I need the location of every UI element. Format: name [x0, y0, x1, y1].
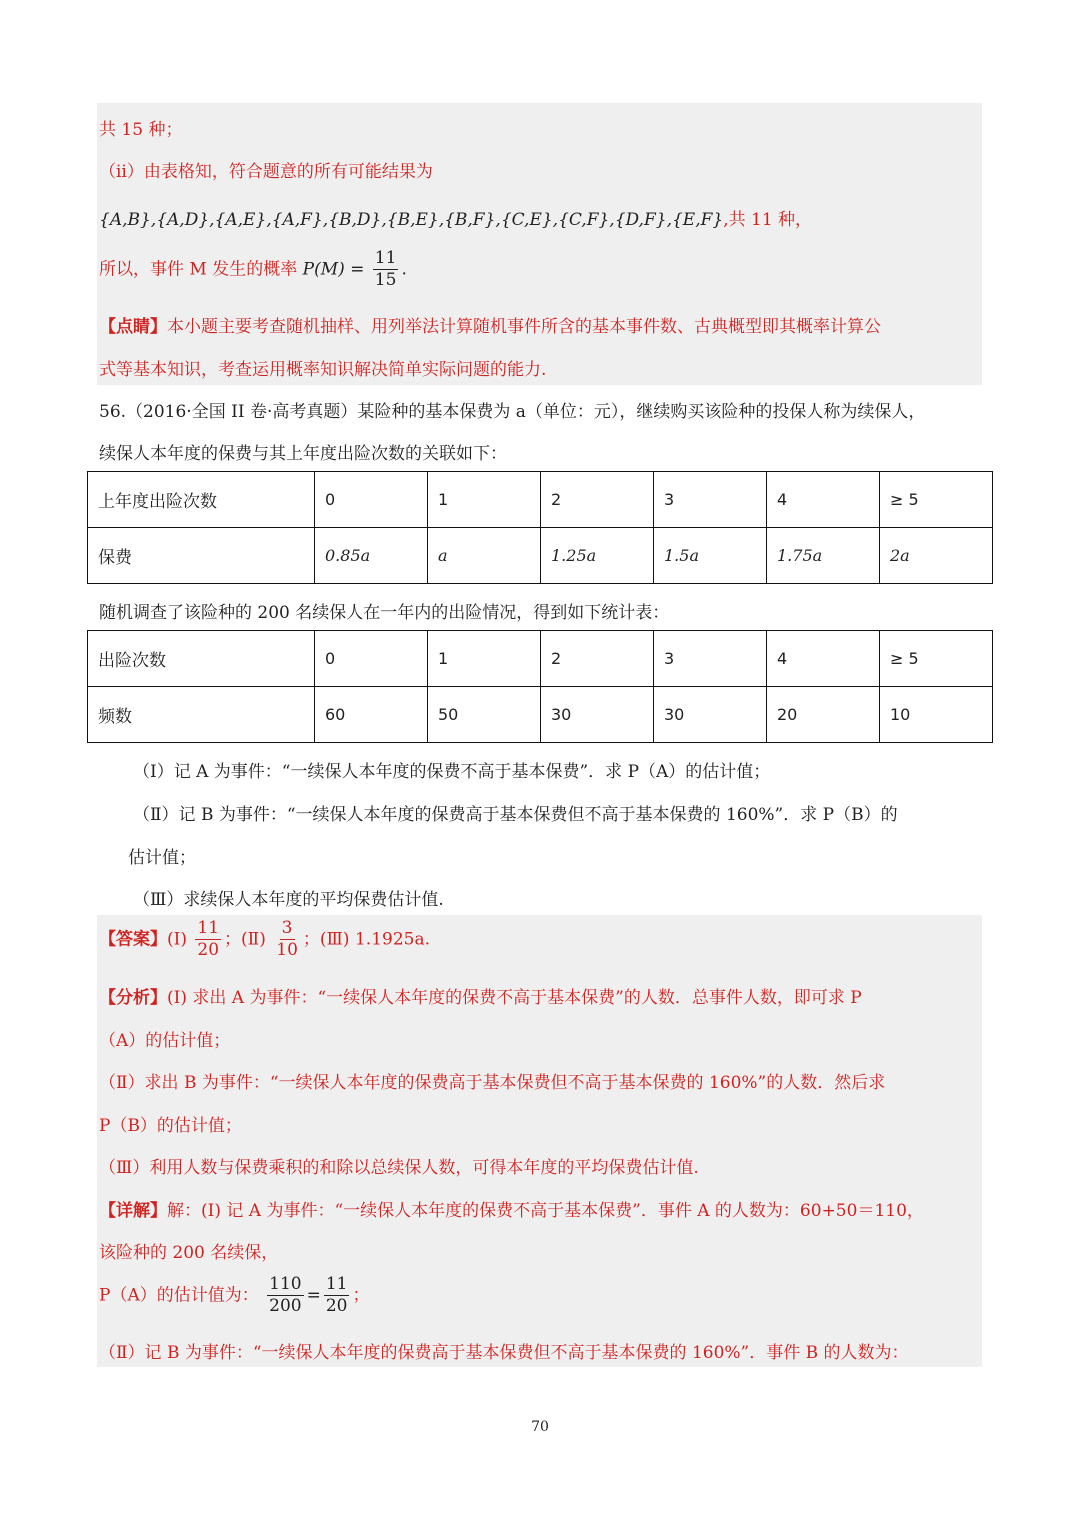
question-part-2a: （Ⅱ）记 B 为事件：“一续保人本年度的保费高于基本保费但不高于基本保费的 160%”．求 P（B）的 [133, 805, 898, 825]
table-cell: 4 [767, 472, 880, 528]
fraction-numerator: 3 [281, 918, 293, 938]
table-cell: 出险次数 [88, 631, 315, 687]
analysis-line-4: P（B）的估计值； [99, 1116, 242, 1136]
comment-line-1 [99, 312, 881, 337]
analysis-text-1: (Ⅰ) 求出 A 为事件：“一续保人本年度的保费不高于基本保费”的人数．总事件人数，即可求 P [167, 988, 862, 1008]
table-row [88, 631, 993, 687]
fraction-numerator: 110 [269, 1274, 302, 1294]
table-cell: 60 [315, 687, 428, 743]
table-cell: 30 [654, 687, 767, 743]
table-cell: 0 [315, 472, 428, 528]
table-cell: 2a [880, 528, 993, 584]
table-cell: 上年度出险次数 [88, 472, 315, 528]
analysis-tag: 【分析】 [99, 988, 167, 1008]
detail-estimate-prefix: P（A）的估计值为： [99, 1285, 259, 1306]
outcome-sets: {A,B},{A,D},{A,E},{A,F},{B,D},{B,E},{B,F},{C,E},{C,F},{D,F},{E,F} [99, 210, 724, 230]
analysis-line-3: （Ⅱ）求出 B 为事件：“一续保人本年度的保费高于基本保费但不高于基本保费的 160%”的人数．然后求 [99, 1073, 886, 1093]
fraction-numerator: 11 [325, 1274, 348, 1294]
table-cell: 1.25a [541, 528, 654, 584]
outcome-sets-line [99, 205, 812, 230]
fraction-numerator: 11 [374, 248, 397, 268]
fraction-denominator: 20 [325, 1295, 348, 1316]
detail-semicolon: ； [352, 1285, 370, 1306]
table-cell: 10 [880, 687, 993, 743]
table-cell: 30 [541, 687, 654, 743]
answer-fraction-1 [195, 920, 221, 960]
comment-tag: 【点睛】 [99, 317, 167, 337]
question-part-1: （I）记 A 为事件：“一续保人本年度的保费不高于基本保费”．求 P（A）的估计值； [133, 762, 771, 782]
answer-tag: 【答案】 [99, 929, 167, 950]
question-part-2b: 估计值； [128, 848, 196, 868]
probability-fraction [373, 250, 399, 290]
table-cell: 4 [767, 631, 880, 687]
table-cell: 频数 [88, 687, 315, 743]
premium-table [87, 471, 993, 584]
fraction-numerator: 11 [197, 918, 220, 938]
question-line-1: 56.（2016·全国 II 卷·高考真题）某险种的基本保费为 a（单位：元），继续购买该险种的投保人称为续保人， [99, 402, 926, 422]
table-cell: 1.5a [654, 528, 767, 584]
probability-expr: P(M) = [302, 259, 365, 280]
table-row [88, 528, 993, 584]
comment-line-2: 式等基本知识，考查运用概率知识解决简单实际问题的能力. [99, 360, 547, 380]
table-cell: ≥ 5 [880, 472, 993, 528]
answer-part-1: (Ⅰ) [167, 929, 187, 950]
table-cell: 保费 [88, 528, 315, 584]
table-cell: 1 [428, 472, 541, 528]
table-row [88, 687, 993, 743]
detail-line-1 [99, 1196, 924, 1221]
probability-line [99, 250, 407, 290]
question-line-2: 续保人本年度的保费与其上年度出险次数的关联如下： [99, 444, 507, 464]
fraction-denominator: 20 [197, 939, 220, 960]
detail-fraction-a [267, 1276, 303, 1316]
answer-part-2: ；(Ⅱ) [224, 929, 266, 950]
table-cell: 3 [654, 631, 767, 687]
analysis-line-1 [99, 983, 862, 1008]
detail-line-2: 该险种的 200 名续保， [99, 1243, 279, 1263]
solution-block-top [97, 103, 982, 385]
table-cell: 50 [428, 687, 541, 743]
table-cell: 3 [654, 472, 767, 528]
fraction-denominator: 10 [276, 939, 298, 960]
table-cell: ≥ 5 [880, 631, 993, 687]
fraction-denominator: 200 [269, 1295, 302, 1316]
table-cell: 2 [541, 472, 654, 528]
count-line: 共 15 种； [99, 120, 183, 140]
equals-sign: = [306, 1285, 321, 1306]
analysis-line-2: （A）的估计值； [99, 1031, 231, 1051]
answer-fraction-2 [274, 920, 300, 960]
question-line-3: 随机调查了该险种的 200 名续保人在一年内的出险情况，得到如下统计表： [99, 603, 670, 623]
detail-tag: 【详解】 [99, 1201, 167, 1221]
frequency-table [87, 630, 993, 743]
table-cell: 2 [541, 631, 654, 687]
table-cell: 1 [428, 631, 541, 687]
detail-line-4: （Ⅱ）记 B 为事件：“一续保人本年度的保费高于基本保费但不高于基本保费的 160%”．事件 B 的人数为： [99, 1343, 909, 1363]
table-cell: 20 [767, 687, 880, 743]
outcome-count: ,共 11 种， [723, 210, 813, 230]
probability-period: . [401, 259, 407, 280]
table-row [88, 472, 993, 528]
detail-text-1: 解：(Ⅰ) 记 A 为事件：“一续保人本年度的保费不高于基本保费”．事件 A 的人数为：60+50＝110， [167, 1201, 924, 1221]
fraction-denominator: 15 [374, 269, 397, 290]
table-cell: 1.75a [767, 528, 880, 584]
part-ii-intro: （ii）由表格知，符合题意的所有可能结果为 [99, 162, 433, 182]
page-number: 70 [531, 1419, 549, 1435]
analysis-line-5: （Ⅲ）利用人数与保费乘积的和除以总续保人数，可得本年度的平均保费估计值. [99, 1158, 699, 1178]
answer-line [99, 920, 430, 960]
table-cell: 0 [315, 631, 428, 687]
detail-line-3 [99, 1276, 369, 1316]
detail-fraction-b [324, 1276, 350, 1316]
comment-text-1: 本小题主要考查随机抽样、用列举法计算随机事件所含的基本事件数、古典概型即其概率计算公 [167, 317, 881, 337]
probability-prefix: 所以，事件 M 发生的概率 [99, 259, 298, 280]
table-cell: a [428, 528, 541, 584]
answer-part-3: ；(Ⅲ) 1.1925a. [302, 929, 430, 950]
table-cell: 0.85a [315, 528, 428, 584]
question-part-3: （Ⅲ）求续保人本年度的平均保费估计值. [133, 890, 444, 910]
